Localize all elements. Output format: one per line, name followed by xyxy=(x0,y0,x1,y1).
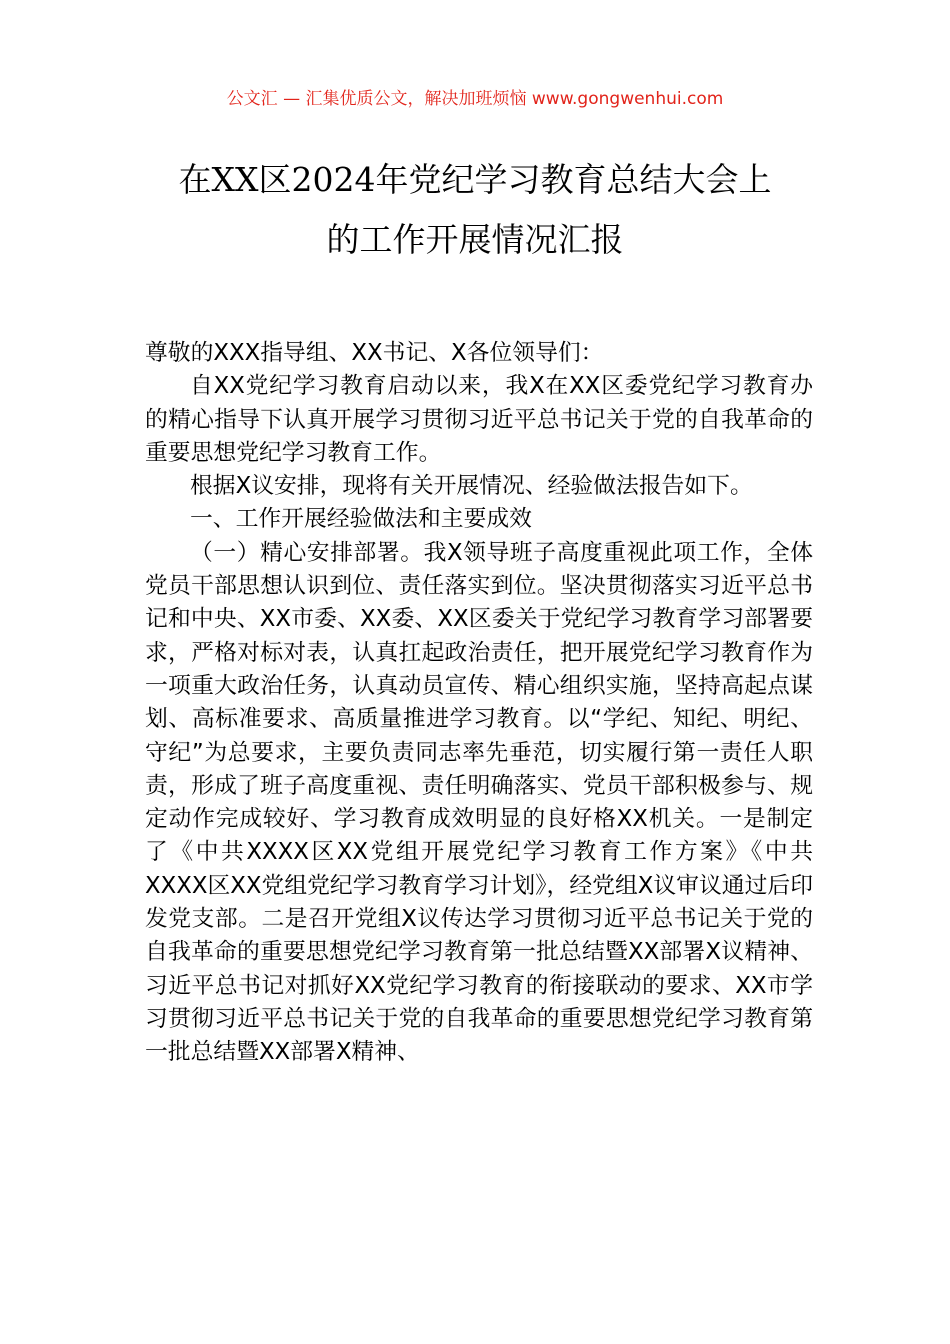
document-body xyxy=(145,337,813,1070)
title-line-1: 在XX区2024年党纪学习教育总结大会上 xyxy=(178,160,772,199)
title-line-2: 的工作开展情况汇报 xyxy=(326,220,624,259)
paragraph-report-statement: 根据X议安排，现将有关开展情况、经验做法报告如下。 xyxy=(190,473,753,500)
salutation: 尊敬的XXX指导组、XX书记、X各位领导们： xyxy=(145,340,604,366)
paragraph-arrangement: （一）精心安排部署。我X领导班子高度重视此项工作，全体党员干部思想认识到位、责任落实到位。坚决贯彻落实习近平总书记和中央、XX市委、XX委、XX区委关于党纪学习教育学习部署要求，严格对标对表，认真扛起政治责任，把开展党纪学习教育作为一项重大政治任务，认真动员宣传、精心组织实施，坚持高起点谋划、高标准要求、高质量推进学习教育。以“学纪、知纪、明纪、守纪”为总要求，主要负责同志率先垂范，切实履行第一责任人职责，形成了班子高度重视、责任明确落实、党员干部积极参与、规定动作完成较好、学习教育成效明显的良好格XX机关。一是制定了《中共XXXX区XX党组开展党纪学习教育工作方案》《中共XXXX区XX党组党纪学习教育学习计划》，经党组X议审议通过后印发党支部。二是召开党组X议传达学习贯彻习近平总书记关于党的自我革命的重要思想党纪学习教育第一批总结暨XX部署X议精神、习近平总书记对抓好XX党纪学习教育的衔接联动的要求、XX市学习贯彻习近平总书记关于党的自我革命的重要思想党纪学习教育第一批总结暨XX部署X精神、 xyxy=(145,539,814,1066)
site-banner: 公文汇 — 汇集优质公文，解决加班烦恼 www.gongwenhui.com xyxy=(226,89,724,109)
paragraph-intro: 自XX党纪学习教育启动以来，我X在XX区委党纪学习教育办的精心指导下认真开展学习贯彻习近平总书记关于党的自我革命的重要思想党纪学习教育工作。 xyxy=(145,373,813,466)
document-title xyxy=(100,150,850,270)
section-heading: 一、工作开展经验做法和主要成效 xyxy=(190,506,532,533)
